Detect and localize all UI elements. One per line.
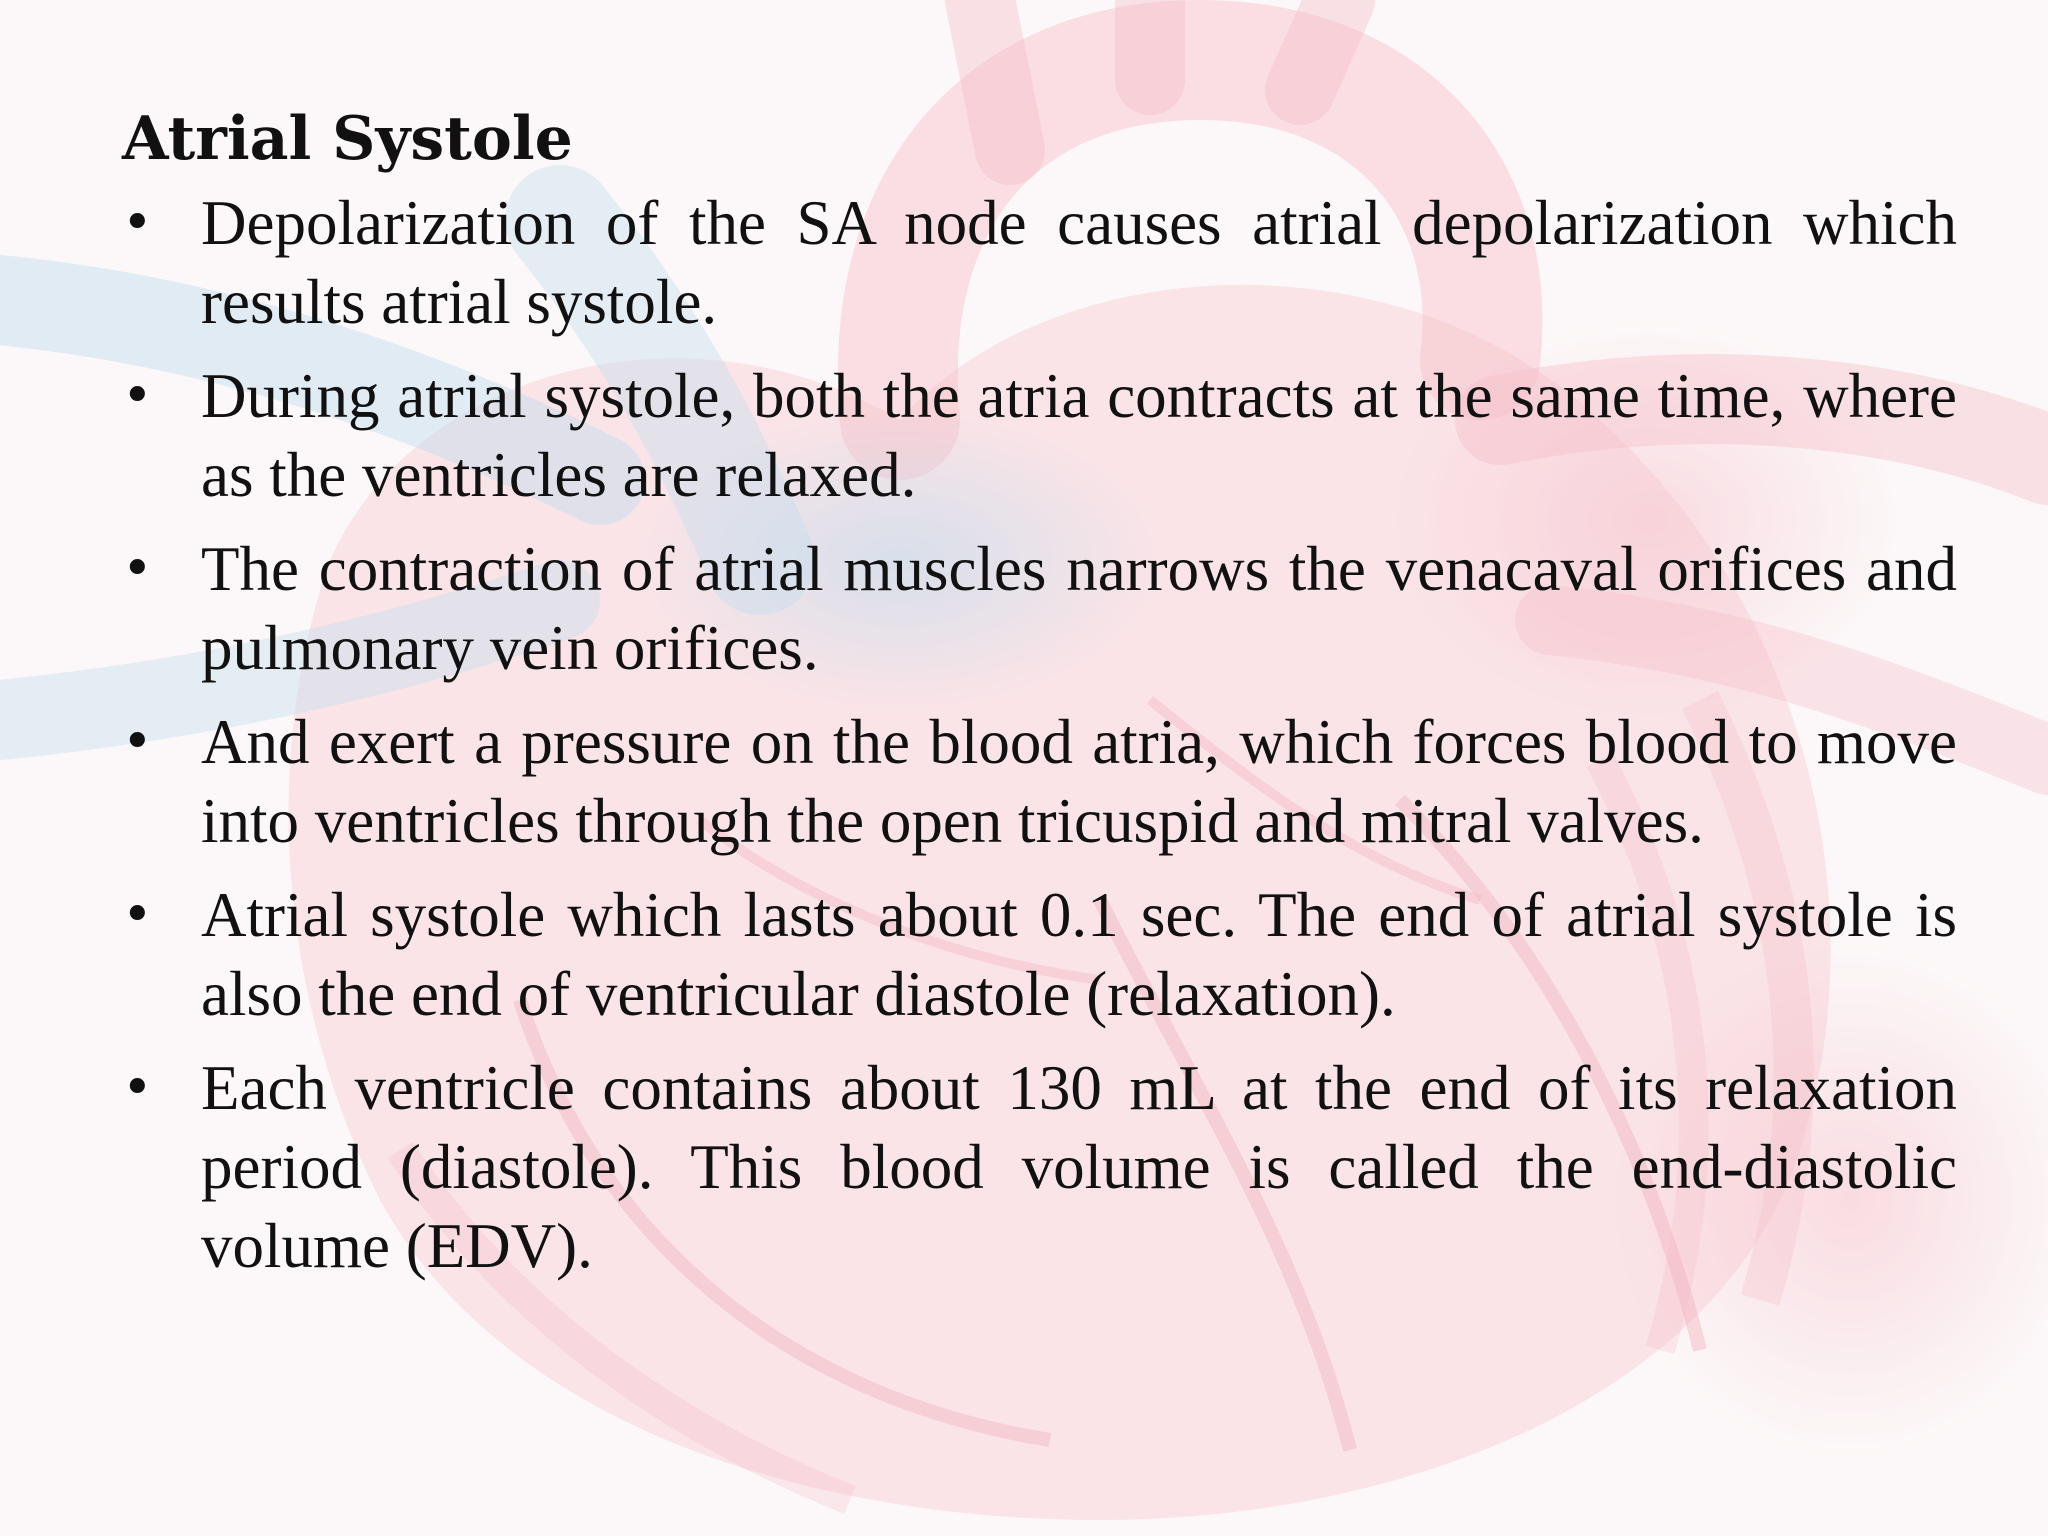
bullet-text: Each ventricle contains about 130 mL at the end of its relaxation period (diastole). This blood volume is called the end-diastolic volume (EDV). (201, 1053, 1957, 1281)
bullet-dot-icon: • (122, 193, 153, 253)
bullet-item (122, 184, 1957, 342)
bullet-item (122, 703, 1957, 861)
bullet-text: And exert a pressure on the blood atria, which forces blood to move into ventricles through the open tricuspid and mitral valves. (201, 707, 1957, 856)
bullet-item (122, 1049, 1957, 1286)
bullet-item (122, 530, 1957, 688)
slide-content (122, 100, 1957, 1301)
bullet-text: Depolarization of the SA node causes atrial depolarization which results atrial systole. (201, 188, 1957, 337)
bullet-dot-icon: • (122, 712, 153, 772)
bullet-dot-icon: • (122, 1058, 153, 1118)
bullet-dot-icon: • (122, 366, 153, 426)
bullet-text: During atrial systole, both the atria contracts at the same time, where as the ventricles are relaxed. (201, 361, 1957, 510)
bullet-dot-icon: • (122, 539, 153, 599)
bullet-list (122, 184, 1957, 1286)
bullet-text: Atrial systole which lasts about 0.1 sec. The end of atrial systole is also the end of ventricular diastole (relaxation). (201, 880, 1957, 1029)
slide-title: Atrial Systole (122, 104, 573, 174)
bullet-text: The contraction of atrial muscles narrows the venacaval orifices and pulmonary vein orifices. (201, 534, 1957, 683)
bullet-dot-icon: • (122, 885, 153, 945)
bullet-item (122, 876, 1957, 1034)
bullet-item (122, 357, 1957, 515)
